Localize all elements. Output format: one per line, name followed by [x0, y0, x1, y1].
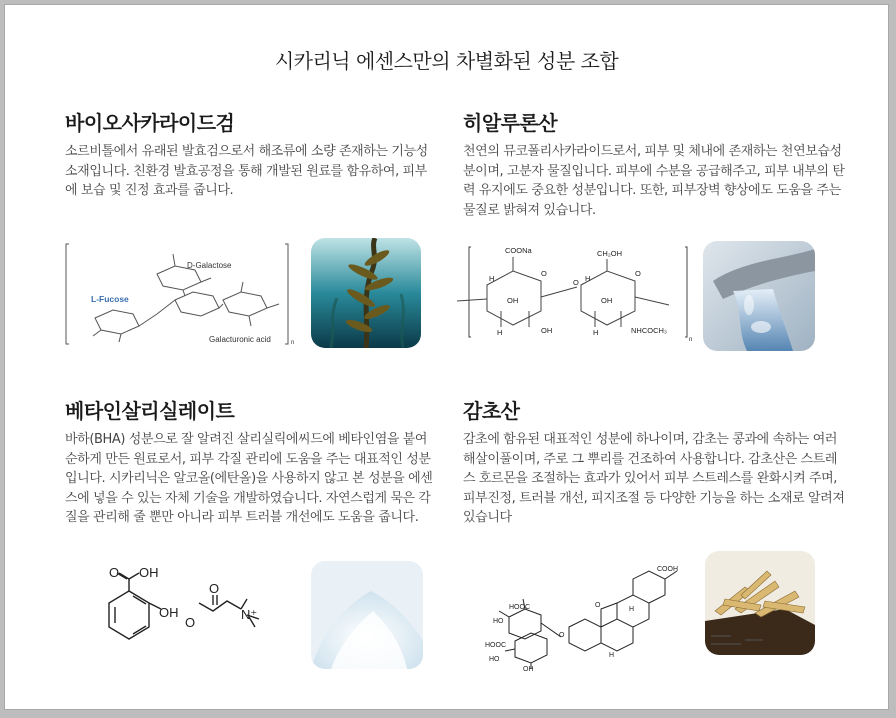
ch2oh-label: CH₂OH: [597, 249, 622, 258]
oh-label: OH: [523, 666, 534, 673]
page-title: 시카리닉 에센스만의 차별화된 성분 조합: [274, 49, 619, 73]
section-description: 감초에 함유된 대표적인 성분에 하나이며, 감초는 콩과에 속하는 여러해살이풀이며, 주로 그 뿌리를 건조하여 사용합니다. 감초산은 스트레스 호르몬을 조절하는 효과가 있어서 피부 스트레스를 완화시켜 주며, 피부진정, 트러블 개선, 피지조절 등 다양한 기능을 하는 소재로 알려져 있습니다: [463, 432, 845, 525]
h-label-2: H: [609, 652, 615, 659]
content-panel: [4, 4, 889, 710]
cooh-label: COOH: [657, 566, 678, 573]
kelp-underwater-photo: [311, 238, 421, 348]
ho-label: HO: [493, 618, 504, 625]
section-biosaccharide-gum: [65, 107, 435, 201]
carbonyl-o-label: O: [109, 565, 120, 580]
hyaluronic-gel-photo: [703, 241, 815, 351]
ring-oxygen-label: O: [541, 269, 547, 278]
phenol-oh-label: OH: [159, 605, 179, 620]
hyaluronic-structure-diagram: [457, 241, 697, 343]
ammonium-n-label: N⁺: [241, 607, 258, 622]
section-title: 바이오사카라이드검: [65, 111, 235, 135]
section-description: 천연의 뮤코폴리사카라이드로서, 피부 및 체내에 존재하는 천연보습성분이며, 고분자 물질입니다. 피부에 수분을 공급해주고, 피부 내부의 탄력 유지에도 중요한 성분입니다. 또한, 피부장벽 향상에도 도움을 주는 물질로 밝혀져 있습니다.: [463, 144, 845, 218]
section-title: 감초산: [463, 399, 520, 423]
section-title: 베타인살리실레이트: [65, 399, 235, 423]
oh-label: OH: [507, 296, 519, 305]
white-powder-photo: [311, 561, 423, 669]
l-fucose-label: L-Fucose: [91, 294, 129, 304]
oh-label-3: OH: [541, 326, 553, 335]
acid-oh-label: OH: [139, 565, 159, 580]
anion-o-label: O: [185, 615, 196, 630]
ketone-o-label: O: [595, 602, 601, 609]
h-label: H: [629, 606, 635, 613]
licorice-root-photo: [705, 551, 815, 655]
h-label-2: H: [497, 328, 503, 337]
ether-o-label: O: [559, 632, 565, 639]
section-title: 히알루론산: [463, 111, 558, 135]
d-galactose-label: D-Galactose: [187, 261, 232, 270]
hooc-label-2: HOOC: [485, 642, 506, 649]
h-label-4: H: [593, 328, 599, 337]
section-hyaluronic-acid: [463, 107, 848, 220]
ho-label-2: HO: [489, 656, 500, 663]
ring-oxygen-label-2: O: [635, 269, 641, 278]
repeat-n-label: n: [689, 337, 693, 343]
betaine-salicylate-structure-diagram: [95, 565, 285, 671]
ester-o-label: O: [209, 581, 220, 596]
oh-label-2: OH: [601, 296, 613, 305]
glycosidic-oxygen-label: O: [573, 278, 579, 287]
galacturonic-acid-label: Galacturonic acid: [209, 335, 271, 344]
repeat-n-label: n: [291, 340, 295, 346]
biosaccharide-structure-diagram: [65, 238, 297, 350]
h-label-3: H: [585, 274, 591, 283]
h-label: H: [489, 274, 495, 283]
section-betaine-salicylate: [65, 395, 435, 528]
coona-label: COONa: [505, 246, 532, 255]
nhcoch3-label: NHCOCH₃: [631, 326, 667, 335]
section-description: 바하(BHA) 성분으로 잘 알려진 살리실릭에씨드에 베타인염을 붙여 순하게 만든 원료로서, 피부 각질 관리에 도움을 주는 대표적인 성분입니다. 시카리닉은 알코올(에탄올)을 사용하지 않고 본 성분을 에센스에 넣을 수 있는 자체 기술을 개발하였습니다. 자연스럽게 묵은 각질을 관리해 줄 뿐만 아니라 피부 트러블 개선에도 도움을 줍니다.: [65, 432, 433, 525]
glycyrrhizic-acid-structure-diagram: [469, 561, 699, 673]
hooc-label: HOOC: [509, 604, 530, 611]
section-description: 소르비톨에서 유래된 발효검으로서 해조류에 소량 존재하는 기능성 소재입니다. 친환경 발효공정을 통해 개발된 원료를 함유하여, 피부에 보습 및 진정 효과를 줍니다.: [65, 144, 428, 198]
section-glycyrrhizic-acid: [463, 395, 848, 528]
